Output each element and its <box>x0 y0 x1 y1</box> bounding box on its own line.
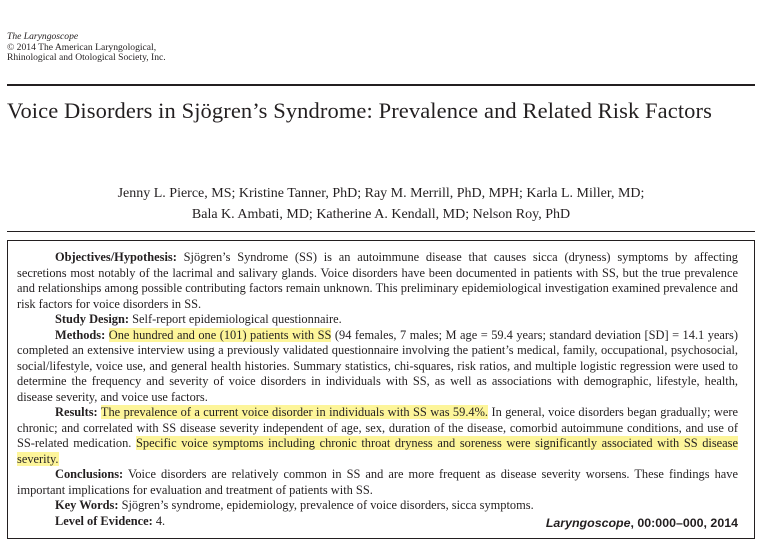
objectives-label: Objectives/Hypothesis: <box>55 250 177 264</box>
results-highlight-1: The prevalence of a current voice disorder in individuals with SS was 59.4%. <box>100 405 489 419</box>
journal-society: Rhinological and Otological Society, Inc. <box>7 52 166 63</box>
journal-header <box>7 32 166 64</box>
conclusions-paragraph <box>17 467 738 498</box>
journal-copyright: © 2014 The American Laryngological, <box>7 41 157 53</box>
results-paragraph <box>17 405 738 467</box>
authors-line-2: Bala K. Ambati, MD; Katherine A. Kendall, MD; Nelson Roy, PhD <box>191 207 571 222</box>
evidence-text: 4. <box>155 513 166 528</box>
methods-paragraph <box>17 328 738 406</box>
evidence-label: Level of Evidence: <box>55 513 153 528</box>
keywords-paragraph <box>17 498 738 514</box>
design-text: Self-report epidemiological questionnaire. <box>132 312 342 326</box>
results-highlight-2: Specific voice symptoms including chronic throat dryness and soreness were significantly associated with SS disease severity. <box>17 436 738 466</box>
citation-details: , 00:000–000, 2014 <box>630 515 738 530</box>
design-label: Study Design: <box>55 312 130 326</box>
conclusions-label: Conclusions: <box>55 467 124 481</box>
citation-journal: Laryngoscope <box>545 515 631 530</box>
results-text: In general, voice disorders began gradually; were chronic; and correlated with SS disease severity independent of age, sex, duration of the disease, comorbid autoimmune conditions, and use of SS-related medication. <box>17 405 738 450</box>
methods-highlight: One hundred and one (101) patients with SS <box>108 327 332 342</box>
design-paragraph <box>17 312 738 328</box>
abstract-box <box>7 240 755 539</box>
keywords-text: Sjögren’s syndrome, epidemiology, prevalence of voice disorders, sicca symptoms. <box>121 498 534 512</box>
top-rule <box>7 84 755 86</box>
methods-text: (94 females, 7 males; M age = 59.4 years; standard deviation [SD] = 14.1 years) completed an extensive interview using a previously validated questionnaire involving the patient’s medical, family, occupational, psychosocial, social/lifestyle, voice use, and general health histories. Summary statistics, chi-squares, risk ratios, and multiple logistic regression were used to determine the frequency and severity of voice disorders in individuals with SS, as well as associations with demographic, lifestyle, health, disease severity, and voice use factors. <box>17 327 738 404</box>
objectives-paragraph <box>17 250 738 312</box>
authors-line-1: Jenny L. Pierce, MS; Kristine Tanner, PhD; Ray M. Merrill, PhD, MPH; Karla L. Miller, MD; <box>117 186 645 201</box>
conclusions-text: Voice disorders are relatively common in SS and are more frequent as disease severity worsens. These findings have important implications for evaluation and treatment of patients with SS. <box>17 467 738 497</box>
journal-name: The Laryngoscope <box>7 31 79 42</box>
objectives-text: Sjögren’s Syndrome (SS) is an autoimmune disease that causes sicca (dryness) symptoms by affecting secretions most notably of the lacrimal and salivary glands. Voice disorders have been documented in patients with SS, but the true prevalence and relationships among possible contributing factors remain unknown. This preliminary epidemiological investigation examined prevalence and risk factors for voice disorders in SS. <box>17 250 738 311</box>
results-label: Results: <box>55 405 98 419</box>
article-title: Voice Disorders in Sjögren’s Syndrome: Prevalence and Related Risk Factors <box>7 98 712 123</box>
citation <box>546 516 738 532</box>
keywords-label: Key Words: <box>55 498 119 512</box>
methods-label: Methods: <box>55 327 106 342</box>
divider-rule <box>7 231 755 232</box>
author-list <box>7 183 755 225</box>
